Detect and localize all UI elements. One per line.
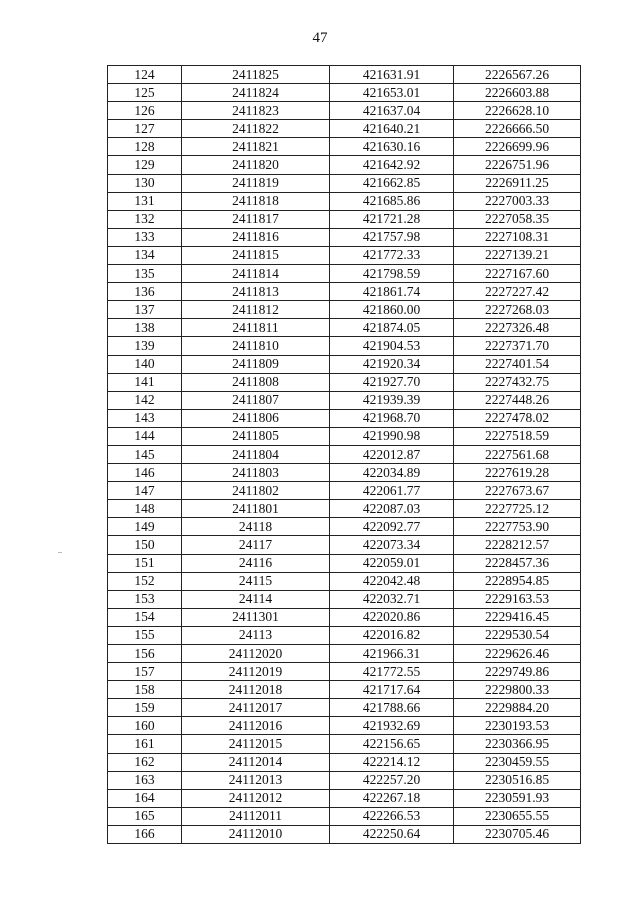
y-coordinate-cell: 2229626.46 <box>454 645 581 663</box>
table-row <box>108 717 581 735</box>
table-row <box>108 608 581 626</box>
point-id-cell: 2411812 <box>182 301 330 319</box>
y-coordinate-cell: 2229884.20 <box>454 699 581 717</box>
point-number-cell: 164 <box>108 789 182 807</box>
y-coordinate-cell: 2228457.36 <box>454 554 581 572</box>
point-id-cell: 2411803 <box>182 464 330 482</box>
x-coordinate-cell: 422257.20 <box>330 771 454 789</box>
point-id-cell: 2411822 <box>182 120 330 138</box>
x-coordinate-cell: 421662.85 <box>330 174 454 192</box>
point-id-cell: 2411805 <box>182 427 330 445</box>
x-coordinate-cell: 422061.77 <box>330 482 454 500</box>
point-id-cell: 24113 <box>182 626 330 644</box>
point-id-cell: 2411817 <box>182 210 330 228</box>
table-row <box>108 138 581 156</box>
x-coordinate-cell: 421640.21 <box>330 120 454 138</box>
table-row <box>108 84 581 102</box>
point-number-cell: 135 <box>108 265 182 283</box>
y-coordinate-cell: 2226751.96 <box>454 156 581 174</box>
point-id-cell: 2411301 <box>182 608 330 626</box>
y-coordinate-cell: 2229749.86 <box>454 663 581 681</box>
table-row <box>108 464 581 482</box>
y-coordinate-cell: 2227227.42 <box>454 283 581 301</box>
point-id-cell: 24112011 <box>182 807 330 825</box>
point-id-cell: 2411809 <box>182 355 330 373</box>
point-id-cell: 24116 <box>182 554 330 572</box>
point-number-cell: 145 <box>108 445 182 463</box>
x-coordinate-cell: 421788.66 <box>330 699 454 717</box>
page-number: 47 <box>312 30 328 46</box>
point-id-cell: 2411824 <box>182 84 330 102</box>
table-row <box>108 789 581 807</box>
y-coordinate-cell: 2227003.33 <box>454 192 581 210</box>
point-id-cell: 24112013 <box>182 771 330 789</box>
point-id-cell: 2411802 <box>182 482 330 500</box>
x-coordinate-cell: 421642.92 <box>330 156 454 174</box>
point-id-cell: 2411823 <box>182 102 330 120</box>
x-coordinate-cell: 421757.98 <box>330 228 454 246</box>
point-number-cell: 158 <box>108 681 182 699</box>
table-row <box>108 590 581 608</box>
y-coordinate-cell: 2230459.55 <box>454 753 581 771</box>
table-row <box>108 156 581 174</box>
point-id-cell: 2411820 <box>182 156 330 174</box>
x-coordinate-cell: 422042.48 <box>330 572 454 590</box>
y-coordinate-cell: 2227518.59 <box>454 427 581 445</box>
point-id-cell: 2411825 <box>182 66 330 84</box>
table-row <box>108 391 581 409</box>
point-id-cell: 2411815 <box>182 246 330 264</box>
y-coordinate-cell: 2226567.26 <box>454 66 581 84</box>
point-number-cell: 143 <box>108 409 182 427</box>
table-row <box>108 807 581 825</box>
point-number-cell: 148 <box>108 500 182 518</box>
point-number-cell: 165 <box>108 807 182 825</box>
table-row <box>108 681 581 699</box>
x-coordinate-cell: 421631.91 <box>330 66 454 84</box>
x-coordinate-cell: 421637.04 <box>330 102 454 120</box>
table-row <box>108 771 581 789</box>
margin-mark <box>58 552 62 553</box>
point-number-cell: 140 <box>108 355 182 373</box>
table-row <box>108 699 581 717</box>
point-id-cell: 24112016 <box>182 717 330 735</box>
x-coordinate-cell: 421860.00 <box>330 301 454 319</box>
point-id-cell: 24114 <box>182 590 330 608</box>
point-number-cell: 132 <box>108 210 182 228</box>
x-coordinate-cell: 421939.39 <box>330 391 454 409</box>
x-coordinate-cell: 421932.69 <box>330 717 454 735</box>
y-coordinate-cell: 2230366.95 <box>454 735 581 753</box>
y-coordinate-cell: 2227371.70 <box>454 337 581 355</box>
x-coordinate-cell: 422214.12 <box>330 753 454 771</box>
y-coordinate-cell: 2226628.10 <box>454 102 581 120</box>
point-id-cell: 24117 <box>182 536 330 554</box>
point-number-cell: 162 <box>108 753 182 771</box>
point-number-cell: 139 <box>108 337 182 355</box>
point-id-cell: 2411814 <box>182 265 330 283</box>
y-coordinate-cell: 2227268.03 <box>454 301 581 319</box>
x-coordinate-cell: 422032.71 <box>330 590 454 608</box>
x-coordinate-cell: 421717.64 <box>330 681 454 699</box>
x-coordinate-cell: 422034.89 <box>330 464 454 482</box>
table-row <box>108 246 581 264</box>
point-number-cell: 138 <box>108 319 182 337</box>
y-coordinate-cell: 2230705.46 <box>454 825 581 843</box>
x-coordinate-cell: 421798.59 <box>330 265 454 283</box>
x-coordinate-cell: 422156.65 <box>330 735 454 753</box>
y-coordinate-cell: 2227432.75 <box>454 373 581 391</box>
point-number-cell: 127 <box>108 120 182 138</box>
x-coordinate-cell: 422266.53 <box>330 807 454 825</box>
table-row <box>108 265 581 283</box>
y-coordinate-cell: 2226603.88 <box>454 84 581 102</box>
y-coordinate-cell: 2229530.54 <box>454 626 581 644</box>
table-row <box>108 482 581 500</box>
x-coordinate-cell: 422020.86 <box>330 608 454 626</box>
table-row <box>108 355 581 373</box>
y-coordinate-cell: 2227108.31 <box>454 228 581 246</box>
x-coordinate-cell: 421920.34 <box>330 355 454 373</box>
point-id-cell: 2411816 <box>182 228 330 246</box>
y-coordinate-cell: 2229163.53 <box>454 590 581 608</box>
point-number-cell: 166 <box>108 825 182 843</box>
point-number-cell: 125 <box>108 84 182 102</box>
point-number-cell: 159 <box>108 699 182 717</box>
table-row <box>108 753 581 771</box>
y-coordinate-cell: 2227561.68 <box>454 445 581 463</box>
point-number-cell: 150 <box>108 536 182 554</box>
table-row <box>108 210 581 228</box>
x-coordinate-cell: 421966.31 <box>330 645 454 663</box>
x-coordinate-cell: 421653.01 <box>330 84 454 102</box>
point-number-cell: 157 <box>108 663 182 681</box>
point-id-cell: 2411806 <box>182 409 330 427</box>
point-number-cell: 137 <box>108 301 182 319</box>
point-number-cell: 149 <box>108 518 182 536</box>
table-row <box>108 283 581 301</box>
x-coordinate-cell: 422073.34 <box>330 536 454 554</box>
point-id-cell: 2411808 <box>182 373 330 391</box>
coordinates-table-body <box>108 66 581 844</box>
table-row <box>108 554 581 572</box>
x-coordinate-cell: 422250.64 <box>330 825 454 843</box>
y-coordinate-cell: 2227448.26 <box>454 391 581 409</box>
x-coordinate-cell: 421904.53 <box>330 337 454 355</box>
point-id-cell: 2411813 <box>182 283 330 301</box>
point-id-cell: 24118 <box>182 518 330 536</box>
point-number-cell: 147 <box>108 482 182 500</box>
point-id-cell: 2411818 <box>182 192 330 210</box>
point-number-cell: 124 <box>108 66 182 84</box>
point-id-cell: 2411804 <box>182 445 330 463</box>
point-id-cell: 24115 <box>182 572 330 590</box>
point-id-cell: 2411807 <box>182 391 330 409</box>
table-row <box>108 536 581 554</box>
point-number-cell: 126 <box>108 102 182 120</box>
point-number-cell: 161 <box>108 735 182 753</box>
table-row <box>108 192 581 210</box>
y-coordinate-cell: 2227326.48 <box>454 319 581 337</box>
x-coordinate-cell: 421927.70 <box>330 373 454 391</box>
x-coordinate-cell: 421772.33 <box>330 246 454 264</box>
point-id-cell: 2411811 <box>182 319 330 337</box>
y-coordinate-cell: 2226666.50 <box>454 120 581 138</box>
table-row <box>108 645 581 663</box>
x-coordinate-cell: 422267.18 <box>330 789 454 807</box>
point-number-cell: 152 <box>108 572 182 590</box>
y-coordinate-cell: 2227673.67 <box>454 482 581 500</box>
table-row <box>108 174 581 192</box>
point-number-cell: 163 <box>108 771 182 789</box>
point-number-cell: 146 <box>108 464 182 482</box>
point-number-cell: 160 <box>108 717 182 735</box>
table-row <box>108 337 581 355</box>
y-coordinate-cell: 2229416.45 <box>454 608 581 626</box>
y-coordinate-cell: 2228954.85 <box>454 572 581 590</box>
table-row <box>108 228 581 246</box>
table-row <box>108 663 581 681</box>
point-id-cell: 24112019 <box>182 663 330 681</box>
point-number-cell: 129 <box>108 156 182 174</box>
x-coordinate-cell: 421630.16 <box>330 138 454 156</box>
y-coordinate-cell: 2230193.53 <box>454 717 581 735</box>
y-coordinate-cell: 2226699.96 <box>454 138 581 156</box>
point-id-cell: 2411819 <box>182 174 330 192</box>
x-coordinate-cell: 422016.82 <box>330 626 454 644</box>
point-number-cell: 133 <box>108 228 182 246</box>
y-coordinate-cell: 2229800.33 <box>454 681 581 699</box>
table-row <box>108 102 581 120</box>
table-row <box>108 120 581 138</box>
table-row <box>108 409 581 427</box>
point-id-cell: 24112014 <box>182 753 330 771</box>
point-number-cell: 155 <box>108 626 182 644</box>
y-coordinate-cell: 2230591.93 <box>454 789 581 807</box>
y-coordinate-cell: 2227478.02 <box>454 409 581 427</box>
x-coordinate-cell: 421968.70 <box>330 409 454 427</box>
point-id-cell: 24112012 <box>182 789 330 807</box>
table-row <box>108 735 581 753</box>
point-number-cell: 153 <box>108 590 182 608</box>
table-row <box>108 445 581 463</box>
table-row <box>108 572 581 590</box>
x-coordinate-cell: 421721.28 <box>330 210 454 228</box>
point-id-cell: 2411810 <box>182 337 330 355</box>
table-row <box>108 500 581 518</box>
point-number-cell: 136 <box>108 283 182 301</box>
coordinates-table <box>107 65 581 844</box>
x-coordinate-cell: 422092.77 <box>330 518 454 536</box>
table-row <box>108 373 581 391</box>
table-row <box>108 427 581 445</box>
x-coordinate-cell: 422087.03 <box>330 500 454 518</box>
x-coordinate-cell: 421772.55 <box>330 663 454 681</box>
point-number-cell: 142 <box>108 391 182 409</box>
table-row <box>108 301 581 319</box>
x-coordinate-cell: 421990.98 <box>330 427 454 445</box>
point-number-cell: 131 <box>108 192 182 210</box>
y-coordinate-cell: 2227619.28 <box>454 464 581 482</box>
y-coordinate-cell: 2227058.35 <box>454 210 581 228</box>
table-row <box>108 825 581 843</box>
point-id-cell: 24112018 <box>182 681 330 699</box>
y-coordinate-cell: 2227753.90 <box>454 518 581 536</box>
y-coordinate-cell: 2228212.57 <box>454 536 581 554</box>
point-id-cell: 24112015 <box>182 735 330 753</box>
point-number-cell: 154 <box>108 608 182 626</box>
point-number-cell: 151 <box>108 554 182 572</box>
y-coordinate-cell: 2227139.21 <box>454 246 581 264</box>
point-number-cell: 128 <box>108 138 182 156</box>
x-coordinate-cell: 422059.01 <box>330 554 454 572</box>
point-id-cell: 24112010 <box>182 825 330 843</box>
point-number-cell: 130 <box>108 174 182 192</box>
point-number-cell: 141 <box>108 373 182 391</box>
point-id-cell: 24112020 <box>182 645 330 663</box>
point-id-cell: 2411821 <box>182 138 330 156</box>
table-row <box>108 518 581 536</box>
x-coordinate-cell: 421685.86 <box>330 192 454 210</box>
table-row <box>108 66 581 84</box>
x-coordinate-cell: 422012.87 <box>330 445 454 463</box>
y-coordinate-cell: 2227725.12 <box>454 500 581 518</box>
table-row <box>108 626 581 644</box>
point-number-cell: 134 <box>108 246 182 264</box>
point-id-cell: 2411801 <box>182 500 330 518</box>
y-coordinate-cell: 2227401.54 <box>454 355 581 373</box>
y-coordinate-cell: 2230655.55 <box>454 807 581 825</box>
y-coordinate-cell: 2227167.60 <box>454 265 581 283</box>
point-number-cell: 144 <box>108 427 182 445</box>
table-row <box>108 319 581 337</box>
point-id-cell: 24112017 <box>182 699 330 717</box>
point-number-cell: 156 <box>108 645 182 663</box>
x-coordinate-cell: 421874.05 <box>330 319 454 337</box>
y-coordinate-cell: 2226911.25 <box>454 174 581 192</box>
y-coordinate-cell: 2230516.85 <box>454 771 581 789</box>
x-coordinate-cell: 421861.74 <box>330 283 454 301</box>
